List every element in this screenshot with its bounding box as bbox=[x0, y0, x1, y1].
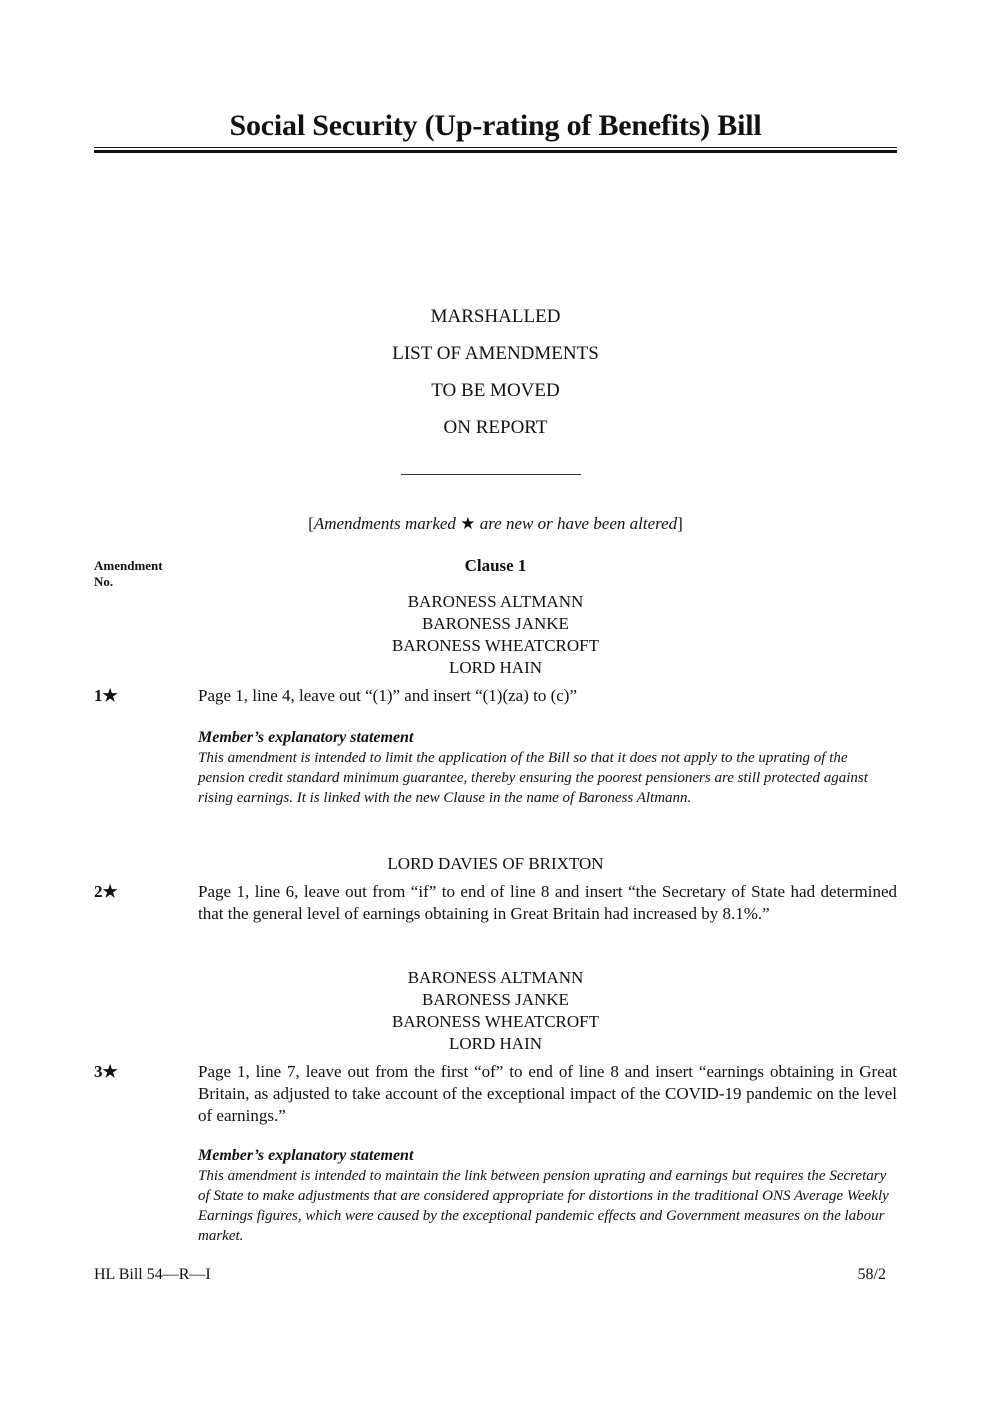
bill-title: Social Security (Up-rating of Benefits) Bill bbox=[229, 109, 762, 142]
heading-line: TO BE MOVED bbox=[431, 380, 560, 401]
statement-body: This amendment is intended to limit the application of the Bill so that it does not apply to the uprating of the pension credit standard minimum guarantee, thereby ensuring the poorest pensioners are still protected against rising earnings. It is linked with the new Clause in the name of Baroness Altmann. bbox=[198, 750, 868, 806]
amendment-number: 2★ bbox=[94, 882, 118, 901]
title-rule-thick bbox=[94, 150, 897, 153]
explanatory-statement bbox=[198, 728, 897, 808]
clause-heading: Clause 1 bbox=[464, 556, 527, 575]
notice-text: Amendments marked bbox=[313, 514, 461, 533]
notice-bracket-open: [ bbox=[308, 514, 314, 533]
sponsor-name: BARONESS ALTMANN bbox=[407, 968, 584, 987]
amendment-number: 1★ bbox=[94, 686, 118, 705]
sponsor-name: LORD DAVIES OF BRIXTON bbox=[387, 854, 604, 873]
sponsor-name: LORD HAIN bbox=[448, 1034, 543, 1053]
heading-line: ON REPORT bbox=[443, 417, 548, 438]
heading-line: LIST OF AMENDMENTS bbox=[392, 343, 599, 364]
amendment-text: Page 1, line 4, leave out “(1)” and insert “(1)(za) to (c)” bbox=[198, 686, 578, 705]
number-label: No. bbox=[94, 574, 114, 589]
document-heading bbox=[94, 303, 897, 451]
heading-line: MARSHALLED bbox=[430, 306, 561, 327]
statement-heading: Member’s explanatory statement bbox=[198, 729, 414, 746]
sponsor-name: BARONESS WHEATCROFT bbox=[391, 636, 600, 655]
sponsor-name: BARONESS JANKE bbox=[422, 990, 569, 1009]
statement-heading: Member’s explanatory statement bbox=[198, 1147, 414, 1164]
sponsor-name: BARONESS ALTMANN bbox=[407, 592, 584, 611]
sponsor-names bbox=[94, 853, 897, 875]
sponsor-name: BARONESS JANKE bbox=[422, 614, 569, 633]
notice-bracket-close: ] bbox=[677, 514, 683, 533]
title-rule-thin bbox=[94, 147, 897, 148]
amendment-number: 3★ bbox=[94, 1062, 118, 1081]
sponsor-name: LORD HAIN bbox=[448, 658, 543, 677]
bill-reference: HL Bill 54—R—I bbox=[94, 1266, 211, 1283]
amendment-text: Page 1, line 7, leave out from the first “of” to end of line 8 and insert “earnings obtaining in Great Britain, as adjusted to take account of the exceptional impact of the COVID-19 pandemic on the level of earnings.” bbox=[198, 1062, 897, 1125]
statement-body: This amendment is intended to maintain the link between pension uprating and earnings but requires the Secretary of State to make adjustments that are considered appropriate for distortions in the traditional ONS Average Weekly Earnings figures, which were caused by the exceptional pandemic effects and Government measures on the labour market. bbox=[198, 1168, 889, 1244]
explanatory-statement bbox=[198, 1146, 897, 1246]
notice-text: are new or have been altered bbox=[475, 514, 678, 533]
amendment-label: Amendment bbox=[94, 558, 163, 573]
star-icon: ★ bbox=[460, 514, 476, 533]
amendments-notice bbox=[94, 512, 897, 536]
sponsor-names bbox=[94, 967, 897, 1055]
sponsor-names bbox=[94, 591, 897, 679]
amendment-text: Page 1, line 6, leave out from “if” to end of line 8 and insert “the Secretary of State had determined that the general level of earnings obtaining in Great Britain had increased by 8.1%.” bbox=[198, 882, 897, 923]
sponsor-name: BARONESS WHEATCROFT bbox=[391, 1012, 600, 1031]
page-reference: 58/2 bbox=[857, 1266, 886, 1283]
heading-divider bbox=[401, 474, 581, 475]
